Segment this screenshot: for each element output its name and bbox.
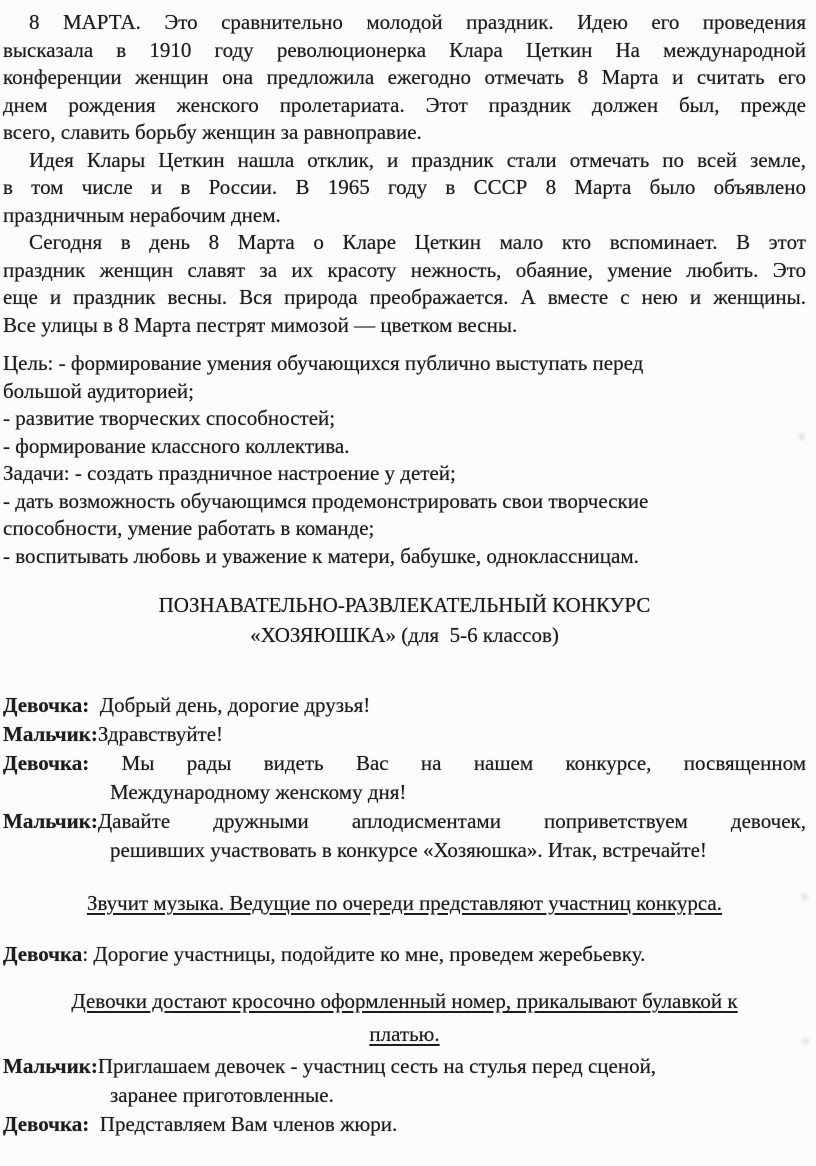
intro-line: высказала в 1910 году революционерка Клара Цеткин На международной: [3, 37, 806, 62]
dialogue-line: [3, 691, 806, 720]
dialogue-line: [3, 1052, 806, 1081]
goal-line: Задачи: - создать праздничное настроение у детей;: [3, 461, 456, 485]
intro-line: днем рождения женского пролетариата. Этот праздник должен был, прежде: [3, 92, 806, 117]
stage-direction-numbers: [3, 985, 806, 1051]
intro-line: еще и праздник весны. Вся природа преображается. А вместе с нею и женщины.: [3, 285, 806, 309]
goal-line: - воспитывать любовь и уважение к матери, бабушке, одноклассницам.: [3, 543, 639, 568]
scan-speck: [802, 1038, 809, 1045]
stage-direction-text: платью.: [369, 1022, 440, 1046]
contest-heading: [3, 590, 806, 650]
goal-line: - дать возможность обучающимся продемонстрировать свои творческие: [3, 488, 649, 513]
stage-direction-text: Звучит музыка. Ведущие по очереди представляют участниц конкурса.: [86, 891, 723, 915]
dialogue-continuation-line: Международному женскому дня!: [110, 780, 407, 804]
intro-line: праздничным нерабочим днем.: [3, 202, 281, 227]
dialogue-text: Добрый день, дорогие друзья!: [89, 693, 371, 717]
goal-line: Цель: - формирование умения обучающихся публично выступать перед: [3, 351, 644, 375]
intro-line: в том числе и в России. В 1965 году в СССР 8 Марта было объявлено: [3, 175, 806, 199]
speaker-label: Девочка:: [3, 693, 90, 717]
dialogue-text: Давайте дружными аплодисментами поприветствуем девочек,: [97, 809, 806, 833]
dialogue-lottery-section: [3, 940, 806, 969]
scan-speck: [801, 893, 808, 900]
speaker-label: Девочка:: [3, 751, 90, 775]
intro-line: Сегодня в день 8 Марта о Кларе Цеткин мало кто вспоминает. В этот: [29, 230, 806, 254]
stage-direction-text: Девочки достают кросочно оформленный номер, прикалывают булавкой к: [71, 989, 738, 1013]
stage-direction-music: [3, 888, 806, 918]
intro-line: Все улицы в 8 Марта пестрят мимозой — цветком весны.: [3, 312, 518, 337]
dialogue-line: [3, 940, 806, 969]
dialogue-jury-section: [3, 1052, 806, 1139]
dialogue-text: Представляем Вам членов жюри.: [89, 1112, 398, 1136]
intro-line: Идея Клары Цеткин нашла отклик, и праздник стали отмечать по всей земле,: [29, 147, 806, 172]
dialogue-line: [3, 749, 806, 778]
speaker-label: Девочка: [3, 942, 83, 966]
dialogue-line: [3, 1110, 806, 1139]
scan-speck: [798, 433, 805, 440]
dialogue-continuation-line: заранее приготовленные.: [110, 1083, 334, 1107]
intro-line: конференции женщин она предложила ежегодно отмечать 8 Марта и считать его: [3, 65, 806, 89]
goal-line: способности, умение работать в команде;: [3, 516, 375, 540]
speaker-label: Мальчик:: [3, 1054, 98, 1078]
contest-heading-line-1: ПОЗНАВАТЕЛЬНО-РАЗВЛЕКАТЕЛЬНЫЙ КОНКУРС: [158, 593, 651, 617]
intro-section: [3, 9, 806, 339]
dialogue-continuation-line: решивших участвовать в конкурсе «Хозяюшка». Итак, встречайте!: [110, 838, 707, 862]
goal-line: большой аудиторией;: [3, 378, 195, 403]
goal-line: - формирование классного коллектива.: [3, 433, 350, 458]
speaker-label: Девочка:: [3, 1112, 90, 1136]
dialogue-line: [3, 720, 806, 749]
speaker-label: Мальчик:: [3, 722, 98, 746]
intro-line: праздник женщин славят за их красоту нежность, обаяние, умение любить. Это: [3, 257, 806, 282]
speaker-label: Мальчик:: [3, 809, 98, 833]
dialogue-line: [3, 807, 806, 836]
goal-line: - развитие творческих способностей;: [3, 406, 336, 430]
dialogue-text: Приглашаем девочек - участниц сесть на стулья перед сценой,: [97, 1054, 657, 1078]
contest-heading-line-2: «ХОЗЯЮШКА» (для 5-6 классов): [250, 623, 559, 647]
dialogue-text: Здравствуйте!: [97, 722, 224, 746]
goals-section: [3, 350, 806, 570]
dialogue-intro-section: [3, 691, 806, 865]
dialogue-text: : Дорогие участницы, подойдите ко мне, проведем жеребьевку.: [82, 942, 646, 966]
intro-line: всего, славить борьбу женщин за равноправие.: [3, 120, 422, 144]
dialogue-text: Мы рады видеть Вас на нашем конкурсе, посвященном: [89, 751, 806, 775]
intro-line: 8 МАРТА. Это сравнительно молодой праздник. Идею его проведения: [29, 10, 806, 34]
